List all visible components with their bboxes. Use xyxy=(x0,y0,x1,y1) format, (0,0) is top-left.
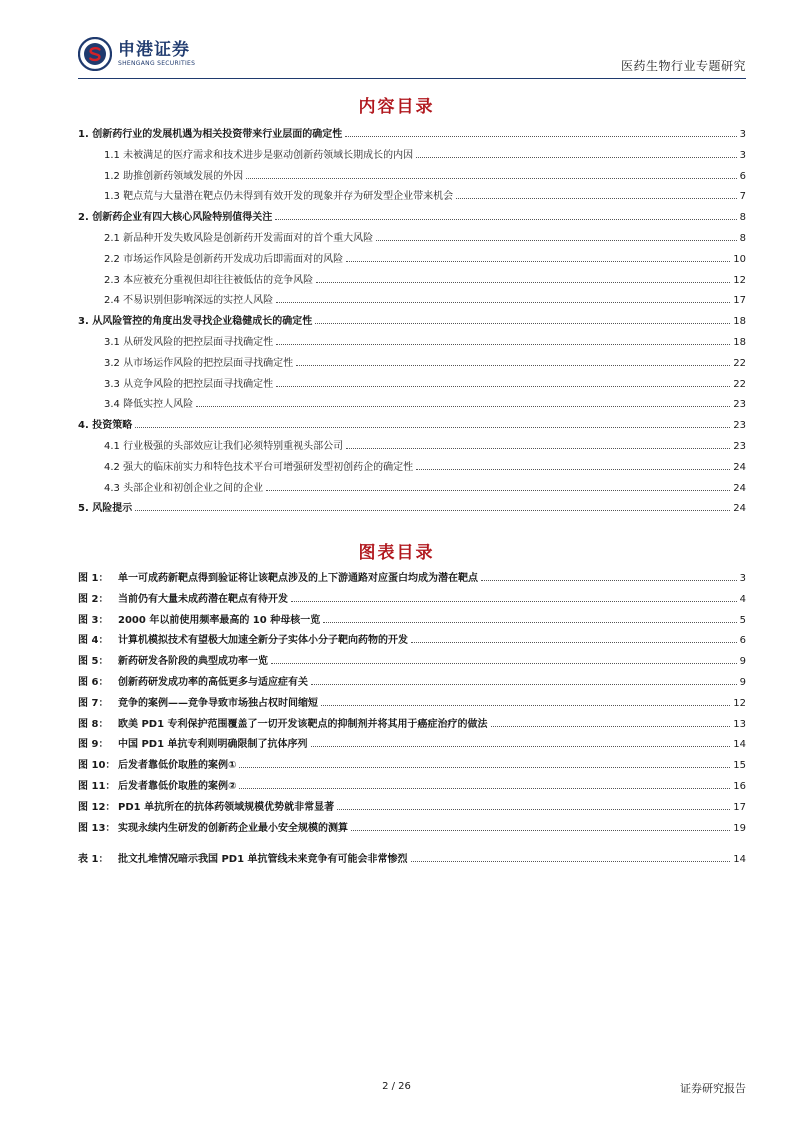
figure-entry[interactable] xyxy=(78,757,746,771)
dot-leader xyxy=(351,830,730,831)
page-ref: 18 xyxy=(733,337,746,348)
figure-entry-label: 图 9： xyxy=(78,739,109,751)
figure-entry-title: 后发者靠低价取胜的案例② xyxy=(118,781,237,792)
toc-title: 内容目录 xyxy=(358,97,435,117)
figure-entry-label xyxy=(78,611,320,626)
toc-entry-number: 2.2 xyxy=(104,253,120,265)
toc-entry-label xyxy=(78,416,132,431)
figure-entry[interactable] xyxy=(78,653,746,667)
page-ref: 16 xyxy=(733,781,746,792)
page-ref: 13 xyxy=(733,718,746,730)
toc-entry-number: 1.1 xyxy=(104,149,120,161)
toc-entry-title: 本应被充分重视但却往往被低估的竞争风险 xyxy=(123,274,314,286)
toc-entry-number: 5. xyxy=(78,503,89,515)
figure-entry-title: 计算机模拟技术有望极大加速全新分子实体小分子靶向药物的开发 xyxy=(118,635,408,647)
dot-leader xyxy=(276,386,730,387)
figure-entry-label xyxy=(78,798,334,813)
toc-subentry[interactable] xyxy=(78,251,746,265)
toc-subentry-label xyxy=(104,333,273,348)
toc-entry[interactable] xyxy=(78,417,746,431)
figure-entry-title: 中国 PD1 单抗专利则明确限制了抗体序列 xyxy=(118,739,308,751)
toc-subentry-label xyxy=(104,375,273,390)
table-entry[interactable] xyxy=(78,851,746,865)
dot-leader xyxy=(411,861,731,862)
page-ref: 7 xyxy=(739,191,746,203)
toc-entry-title: 风险提示 xyxy=(92,503,133,515)
dot-leader xyxy=(135,510,730,511)
page-ref: 8 xyxy=(739,233,746,244)
toc-entry-label xyxy=(78,208,272,223)
figure-entry[interactable] xyxy=(78,716,746,730)
dot-leader xyxy=(416,469,730,470)
figure-entry-label: 图 1： xyxy=(78,573,109,584)
toc-entry[interactable] xyxy=(78,209,746,223)
brand-name-en: SHENGANG SECURITIES xyxy=(118,59,196,67)
toc-subentry-label xyxy=(104,291,273,306)
toc-subentry[interactable] xyxy=(78,292,746,306)
figure-entry[interactable] xyxy=(78,820,746,834)
page-ref: 24 xyxy=(733,461,746,473)
figure-entry-label: 图 12： xyxy=(78,801,116,813)
dot-leader xyxy=(296,365,730,366)
page-ref: 6 xyxy=(739,170,746,182)
toc-entry-number: 2.1 xyxy=(104,233,120,244)
toc-entry-number: 1.2 xyxy=(104,170,120,182)
page-header xyxy=(78,36,746,79)
dot-leader xyxy=(321,705,730,706)
figure-entry-label: 图 2： xyxy=(78,593,109,605)
page-ref: 4 xyxy=(739,593,746,605)
dot-leader xyxy=(239,767,730,768)
figure-entry[interactable] xyxy=(78,570,746,584)
toc-entry-title: 创新药企业有四大核心风险特别值得关注 xyxy=(92,212,273,224)
toc-entry-title: 从竞争风险的把控层面寻找确定性 xyxy=(123,378,274,390)
dot-leader xyxy=(315,323,730,324)
page-ref: 6 xyxy=(739,635,746,647)
figure-entry-label: 图 11： xyxy=(78,781,116,792)
figure-entry-label xyxy=(78,631,408,646)
toc-subentry[interactable] xyxy=(78,188,746,202)
toc-subentry[interactable] xyxy=(78,168,746,182)
dot-leader xyxy=(376,240,737,241)
toc-subentry[interactable] xyxy=(78,438,746,452)
toc-entry-label xyxy=(78,312,312,327)
toc-entry-title: 投资策略 xyxy=(92,420,133,432)
toc-entry-number: 4.3 xyxy=(104,482,120,494)
figure-entry[interactable] xyxy=(78,632,746,646)
figure-entry-label: 图 10： xyxy=(78,760,116,772)
figure-entry-label xyxy=(78,652,268,667)
report-type: 医药生物行业专题研究 xyxy=(620,59,746,73)
toc-entry-number: 1.3 xyxy=(104,191,120,203)
page-ref: 8 xyxy=(739,212,746,224)
page-ref: 17 xyxy=(733,801,746,813)
figure-entry-label: 图 7： xyxy=(78,697,109,709)
dot-leader xyxy=(276,344,730,345)
figure-entry[interactable] xyxy=(78,695,746,709)
figure-entry-title: 2000 年以前使用频率最高的 10 种母核一览 xyxy=(118,614,321,626)
figure-entry-label: 图 3： xyxy=(78,614,109,626)
toc-entry-number: 4.2 xyxy=(104,461,120,473)
toc-entry-label xyxy=(78,499,132,514)
toc-subentry-label xyxy=(104,458,413,473)
dot-leader xyxy=(316,282,730,283)
figure-entry[interactable] xyxy=(78,591,746,605)
toc-entry-title: 从风险管控的角度出发寻找企业稳健成长的确定性 xyxy=(92,316,313,328)
toc-subentry[interactable] xyxy=(78,459,746,473)
toc-entry-title: 降低实控人风险 xyxy=(123,399,194,411)
page-ref: 19 xyxy=(733,822,746,834)
toc-entry-title: 头部企业和初创企业之间的企业 xyxy=(123,482,264,494)
figure-entry-label xyxy=(78,569,478,584)
page-ref: 9 xyxy=(739,677,746,688)
figure-entry-label xyxy=(78,777,236,792)
toc-entry-title: 靶点荒与大量潜在靶点仍未得到有效开发的现象并存为研发型企业带来机会 xyxy=(123,191,454,203)
toc-entry[interactable] xyxy=(78,126,746,140)
figure-entry-title: PD1 单抗所在的抗体药领域规模优势就非常显著 xyxy=(118,801,335,813)
toc-subentry-label xyxy=(104,146,413,161)
figure-entry-label xyxy=(78,590,288,605)
toc-entry[interactable] xyxy=(78,500,746,514)
figure-entry[interactable] xyxy=(78,612,746,626)
page-ref: 24 xyxy=(733,503,746,515)
toc-subentry[interactable] xyxy=(78,272,746,286)
dot-leader xyxy=(196,406,730,407)
toc-subentry[interactable] xyxy=(78,376,746,390)
toc-entry-title: 行业极强的头部效应让我们必须特别重视头部公司 xyxy=(123,441,344,452)
toc-subentry-label xyxy=(104,271,313,286)
page-ref: 18 xyxy=(733,316,746,328)
dot-leader xyxy=(456,198,737,199)
figure-entry-title: 当前仍有大量未成药潜在靶点有待开发 xyxy=(118,593,288,605)
table-entry-label: 表 1： xyxy=(78,854,109,866)
figure-entry[interactable] xyxy=(78,674,746,688)
dot-leader xyxy=(271,663,737,664)
toc-entry-title: 助推创新药领域发展的外因 xyxy=(123,170,244,182)
toc-subentry[interactable] xyxy=(78,355,746,369)
figure-entry-label: 图 8： xyxy=(78,718,109,730)
toc-entry[interactable] xyxy=(78,313,746,327)
figure-entry-label: 图 6： xyxy=(78,677,109,688)
table-entry-label xyxy=(78,850,408,865)
toc-subentry[interactable] xyxy=(78,480,746,494)
dot-leader xyxy=(416,157,737,158)
figure-entry-label: 图 13： xyxy=(78,822,116,834)
page-ref: 3 xyxy=(739,129,746,140)
dot-leader xyxy=(311,684,737,685)
page-ref: 5 xyxy=(739,614,746,626)
page-ref: 23 xyxy=(733,441,746,452)
figure-entry-label xyxy=(78,735,308,750)
dot-leader xyxy=(346,261,730,262)
toc-subentry-label xyxy=(104,250,343,265)
toc-entry-title: 从市场运作风险的把控层面寻找确定性 xyxy=(123,357,294,369)
toc-entry-number: 3.2 xyxy=(104,357,120,369)
figure-entry-label xyxy=(78,673,308,688)
page-ref: 15 xyxy=(733,760,746,772)
toc-entry-number: 3.1 xyxy=(104,337,120,348)
toc-subentry-label xyxy=(104,395,193,410)
figures-title: 图表目录 xyxy=(358,543,435,563)
toc-subentry-label xyxy=(104,167,243,182)
dot-leader xyxy=(246,178,737,179)
figure-entry-label xyxy=(78,756,236,771)
dot-leader xyxy=(345,136,736,137)
toc-subentry-label xyxy=(104,437,343,452)
dot-leader xyxy=(239,788,730,789)
toc-subentry[interactable] xyxy=(78,334,746,348)
figure-entry[interactable] xyxy=(78,799,746,813)
page-ref: 23 xyxy=(733,399,746,411)
page-ref: 17 xyxy=(733,295,746,307)
page-ref: 14 xyxy=(733,854,746,866)
figure-entry[interactable] xyxy=(78,778,746,792)
page-ref: 12 xyxy=(733,274,746,286)
figure-entry-title: 后发者靠低价取胜的案例① xyxy=(118,760,237,772)
toc-entry-number: 4.1 xyxy=(104,441,120,452)
dot-leader xyxy=(291,601,737,602)
toc-entry-title: 未被满足的医疗需求和技术进步是驱动创新药领域长期成长的内因 xyxy=(123,149,414,161)
dot-leader xyxy=(276,302,730,303)
toc-subentry[interactable] xyxy=(78,230,746,244)
toc-subentry-label xyxy=(104,187,453,202)
page-ref: 12 xyxy=(733,697,746,709)
dot-leader xyxy=(346,448,730,449)
figure-entry-label xyxy=(78,819,348,834)
page-ref: 10 xyxy=(733,253,746,265)
toc-entry-title: 创新药行业的发展机遇为相关投资带来行业层面的确定性 xyxy=(92,129,343,140)
toc-entry-title: 新品种开发失败风险是创新药开发需面对的首个重大风险 xyxy=(123,233,374,244)
toc-entry-number: 3. xyxy=(78,316,89,328)
footer-label: 证券研究报告 xyxy=(680,1082,746,1095)
figure-entry-label: 图 5： xyxy=(78,656,109,668)
page-ref: 3 xyxy=(739,573,746,584)
dot-leader xyxy=(337,809,730,810)
toc-entry-title: 强大的临床前实力和特色技术平台可增强研发型初创药企的确定性 xyxy=(123,461,414,473)
page-ref: 22 xyxy=(733,357,746,369)
toc-entry-number: 3.3 xyxy=(104,378,120,390)
dot-leader xyxy=(275,219,736,220)
figure-entry-title: 欧美 PD1 专利保护范围覆盖了一切开发该靶点的抑制剂并将其用于癌症治疗的做法 xyxy=(118,718,488,730)
brand-name-cn: 申港证券 xyxy=(118,39,190,60)
page-ref: 22 xyxy=(733,378,746,390)
toc-entry-label xyxy=(78,125,342,140)
toc-entry-title: 市场运作风险是创新药开发成功后即需面对的风险 xyxy=(123,253,344,265)
toc-entry-number: 2.4 xyxy=(104,295,120,307)
page-ref: 9 xyxy=(739,656,746,668)
figure-entry-title: 单一可成药新靶点得到验证将让该靶点涉及的上下游通路对应蛋白均成为潜在靶点 xyxy=(118,573,478,584)
dot-leader xyxy=(266,490,730,491)
page-number: 2 / 26 xyxy=(382,1081,411,1092)
shengang-logo-icon xyxy=(78,37,112,71)
brand-logo xyxy=(78,36,195,72)
dot-leader xyxy=(491,726,731,727)
dot-leader xyxy=(323,622,736,623)
page-ref: 23 xyxy=(733,420,746,432)
figure-entry[interactable] xyxy=(78,736,746,750)
figure-entry-title: 新药研发各阶段的典型成功率一览 xyxy=(118,656,268,668)
toc-entry-number: 2.3 xyxy=(104,274,120,286)
figure-entry-title: 竞争的案例——竞争导致市场独占权时间缩短 xyxy=(118,697,318,709)
toc-entry-number: 1. xyxy=(78,129,89,140)
toc-entry-title: 不易识别但影响深远的实控人风险 xyxy=(123,295,274,307)
dot-leader xyxy=(311,746,731,747)
page-ref: 24 xyxy=(733,482,746,494)
toc-subentry-label xyxy=(104,229,373,244)
page-ref: 3 xyxy=(739,149,746,161)
figure-entry-title: 实现永续内生研发的创新药企业最小安全规模的测算 xyxy=(118,822,348,834)
toc-entry-number: 3.4 xyxy=(104,399,120,411)
toc-entry-title: 从研发风险的把控层面寻找确定性 xyxy=(123,337,274,348)
toc-subentry[interactable] xyxy=(78,147,746,161)
dot-leader xyxy=(135,427,730,428)
figure-entry-title: 创新药研发成功率的高低更多与适应症有关 xyxy=(118,677,308,688)
toc-entry-number: 4. xyxy=(78,420,89,432)
figure-entry-label xyxy=(78,715,488,730)
dot-leader xyxy=(481,580,737,581)
dot-leader xyxy=(411,642,737,643)
toc-subentry[interactable] xyxy=(78,396,746,410)
toc-subentry-label xyxy=(104,479,263,494)
figure-entry-label xyxy=(78,694,318,709)
page-ref: 14 xyxy=(733,739,746,751)
table-entry-title: 批文扎堆情况暗示我国 PD1 单抗管线未来竞争有可能会非常惨烈 xyxy=(118,854,408,866)
figure-entry-label: 图 4： xyxy=(78,635,109,647)
toc-subentry-label xyxy=(104,354,293,369)
toc-entry-number: 2. xyxy=(78,212,89,224)
